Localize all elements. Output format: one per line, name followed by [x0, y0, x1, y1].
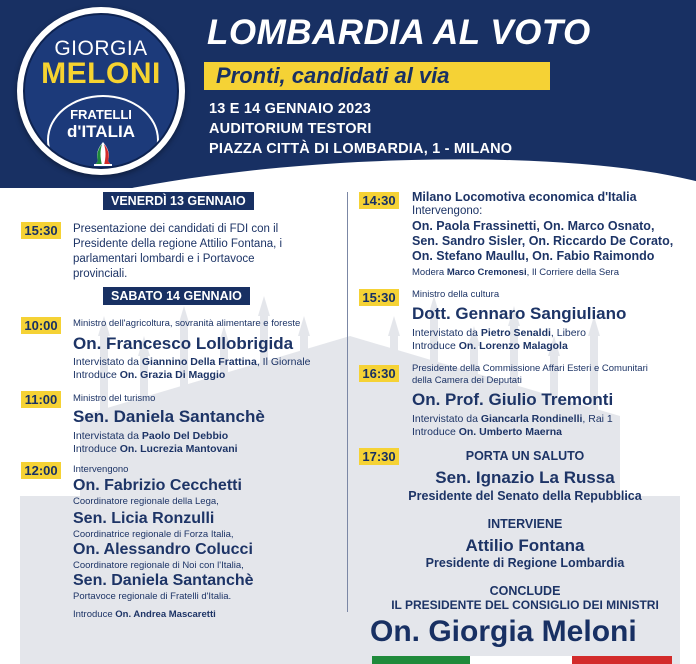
event-dates: 13 E 14 GENNAIO 2023	[209, 101, 371, 117]
speakers-label: Intervengono	[73, 464, 129, 475]
speaker-role: Coordinatore regionale di Noi con l'Italia,	[73, 560, 244, 571]
intro-prefix: Introduce	[412, 340, 456, 352]
intro-name: On. Umberto Maerna	[458, 426, 562, 438]
flag-red-stripe	[572, 656, 672, 664]
speaker-name: On. Fabrizio Cecchetti	[73, 477, 242, 494]
conclusion-label: CONCLUDE	[489, 584, 561, 598]
speaker-role: Coordinatrice regionale di Forza Italia,	[73, 529, 234, 540]
time-badge: 10:00	[21, 317, 61, 334]
logo-line4: d'ITALIA	[67, 122, 135, 141]
speaker-role: Presidente di Regione Lombardia	[425, 556, 625, 570]
logo-line1: GIORGIA	[54, 37, 148, 60]
interview-line	[412, 413, 613, 425]
speaker-role: Ministro della cultura	[412, 289, 500, 300]
moderator-prefix: Modera	[412, 267, 445, 278]
speaker-name: On. Francesco Lollobrigida	[73, 334, 294, 353]
intro-line	[73, 609, 216, 620]
interview-line	[412, 327, 586, 339]
column-divider	[347, 192, 348, 612]
intro-prefix: Introduce	[73, 443, 117, 455]
logo-badge	[23, 13, 179, 169]
intro-name: On. Lucrezia Mantovani	[119, 443, 238, 455]
party-logo	[17, 7, 185, 175]
interview-prefix: Intervistata da	[73, 430, 139, 442]
time-badge: 16:30	[359, 365, 399, 382]
time-badge: 17:30	[359, 448, 399, 465]
time-badge: 15:30	[359, 289, 399, 306]
speaker-role: Coordinatore regionale della Lega,	[73, 496, 219, 507]
logo-line3: FRATELLI	[70, 107, 132, 122]
day-label-friday: VENERDÌ 13 GENNAIO	[103, 192, 254, 210]
speaker-role: Ministro del turismo	[73, 393, 156, 404]
interview-line	[73, 356, 311, 368]
speaker-name: Sen. Licia Ronzulli	[73, 510, 215, 527]
time-badge: 15:30	[21, 222, 61, 239]
intro-line	[412, 426, 562, 438]
intervention-label: INTERVIENE	[487, 517, 563, 531]
speaker-name: Attilio Fontana	[465, 536, 585, 555]
interviewer-outlet: , Libero	[550, 327, 586, 339]
greeting-label: PORTA UN SALUTO	[465, 449, 585, 463]
speakers-list: Sen. Sandro Sisler, On. Riccardo De Corato,	[412, 234, 674, 248]
speaker-name: Sen. Ignazio La Russa	[435, 468, 615, 487]
moderator-line	[412, 267, 619, 278]
speaker-name: Sen. Daniela Santanchè	[73, 572, 254, 589]
event-description: parlamentari lombardi e i Portavoce	[73, 253, 255, 265]
intro-line	[73, 369, 225, 381]
interview-prefix: Intervistato da	[412, 327, 478, 339]
speakers-list: On. Paola Frassinetti, On. Marco Osnato,	[412, 219, 655, 233]
flag-green-stripe	[372, 656, 470, 664]
event-description: provinciali.	[73, 268, 128, 280]
page-title: LOMBARDIA AL VOTO	[207, 13, 591, 52]
event-description: Presidente della regione Attilio Fontana, i	[73, 238, 283, 250]
intro-line	[73, 443, 238, 455]
moderator-name: Marco Cremonesi	[446, 267, 527, 278]
moderator-outlet: , Il Corriere della Sera	[526, 267, 619, 278]
intro-prefix: Introduce	[73, 369, 117, 381]
logo-line2: MELONI	[41, 57, 161, 90]
interviewer-name: Giancarla Rondinelli	[480, 413, 583, 425]
page-subtitle: Pronti, candidati al via	[216, 63, 450, 88]
event-address: PIAZZA CITTÀ DI LOMBARDIA, 1 - MILANO	[209, 141, 513, 157]
conclusion-role: IL PRESIDENTE DEL CONSIGLIO DEI MINISTRI	[391, 598, 659, 612]
event-venue: AUDITORIUM TESTORI	[209, 121, 372, 137]
intro-line	[412, 340, 568, 352]
intro-prefix: Introduce	[412, 426, 456, 438]
intro-prefix: Introduce	[73, 609, 113, 620]
day-label-saturday: SABATO 14 GENNAIO	[103, 287, 250, 305]
event-title: Milano Locomotiva economica d'Italia	[412, 190, 637, 204]
time-badge: 14:30	[359, 192, 399, 209]
speaker-role: Portavoce regionale di Fratelli d'Italia.	[73, 591, 232, 602]
tricolor-flame-icon	[89, 141, 117, 167]
time-badge: 11:00	[21, 391, 61, 408]
interview-prefix: Intervistato da	[412, 413, 478, 425]
event-description: Presentazione dei candidati di FDI con il	[73, 223, 279, 235]
speaker-name: On. Alessandro Colucci	[73, 541, 253, 558]
interview-line	[73, 430, 228, 442]
intro-name: On. Andrea Mascaretti	[115, 609, 216, 620]
speaker-name: Dott. Gennaro Sangiuliano	[412, 304, 627, 323]
speaker-role: Presidente del Senato della Repubblica	[408, 489, 642, 503]
interviewer-outlet: , Rai 1	[582, 413, 613, 425]
speaker-name: Sen. Daniela Santanchè	[73, 407, 265, 426]
interviewer-name: Pietro Senaldi	[480, 327, 551, 339]
speaker-role: della Camera dei Deputati	[412, 375, 522, 386]
intro-name: On. Grazia Di Maggio	[119, 369, 226, 381]
speakers-list: On. Stefano Maullu, On. Fabio Raimondo	[412, 249, 655, 263]
intro-name: On. Lorenzo Malagola	[458, 340, 568, 352]
interviewer-name: Giannino Della Frattina	[141, 356, 257, 368]
speaker-role: Presidente della Commissione Affari Esteri e Comunitari	[412, 363, 648, 374]
speakers-label: Intervengono:	[412, 205, 483, 217]
interview-prefix: Intervistato da	[73, 356, 139, 368]
speaker-name: On. Prof. Giulio Tremonti	[412, 390, 614, 409]
closing-speaker-name: On. Giorgia Meloni	[370, 615, 637, 648]
interviewer-name: Paolo Del Debbio	[141, 430, 229, 442]
interviewer-outlet: , Il Giornale	[256, 356, 311, 368]
time-badge: 12:00	[21, 462, 61, 479]
flag-white-stripe	[470, 656, 572, 664]
speaker-role: Ministro dell'agricoltura, sovranità alimentare e foreste	[73, 318, 301, 329]
